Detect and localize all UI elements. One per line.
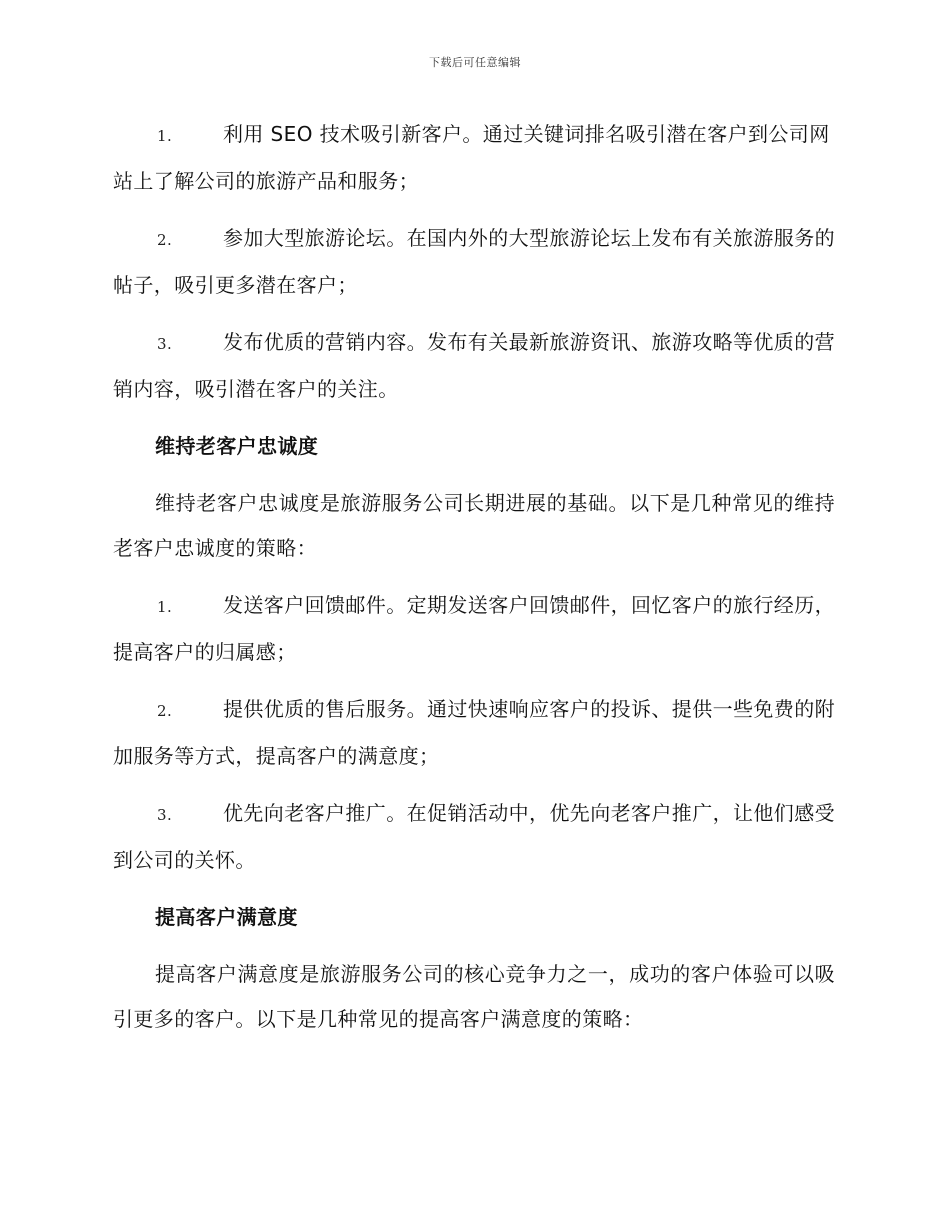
paragraph: 提高客户满意度是旅游服务公司的核心竞争力之一，成功的客户体验可以吸引更多的客户。以下是几种常见的提高客户满意度的策略： bbox=[113, 962, 835, 1031]
list-item-text: 参加大型旅游论坛。在国内外的大型旅游论坛上发布有关旅游服务的帖子，吸引更多潜在客户； bbox=[113, 226, 835, 297]
list-item bbox=[113, 791, 835, 883]
list-number: 1. bbox=[157, 598, 173, 616]
list-item bbox=[113, 112, 835, 204]
document-body bbox=[113, 112, 835, 1054]
list-item-text: 提供优质的售后服务。通过快速响应客户的投诉、提供一些免费的附加服务等方式，提高客户的满意度； bbox=[113, 697, 835, 768]
list-number: 3. bbox=[157, 335, 173, 353]
section-heading: 提高客户满意度 bbox=[155, 905, 298, 929]
list-number: 2. bbox=[157, 702, 173, 720]
list-number: 3. bbox=[157, 806, 173, 824]
list-number: 2. bbox=[157, 231, 173, 249]
list-item-text: 利用 SEO 技术吸引新客户。通过关键词排名吸引潜在客户到公司网站上了解公司的旅游产品和服务； bbox=[113, 122, 830, 193]
list-item bbox=[113, 687, 835, 779]
list-item bbox=[113, 216, 835, 308]
list-item bbox=[113, 583, 835, 675]
page-header: 下载后可任意编辑 bbox=[429, 56, 521, 69]
list-item-text: 发布优质的营销内容。发布有关最新旅游资讯、旅游攻略等优质的营销内容，吸引潜在客户的关注。 bbox=[113, 330, 835, 401]
paragraph: 维持老客户忠诚度是旅游服务公司长期进展的基础。以下是几种常见的维持老客户忠诚度的策略： bbox=[113, 491, 835, 560]
list-number: 1. bbox=[157, 127, 173, 145]
section-heading: 维持老客户忠诚度 bbox=[155, 434, 319, 458]
list-item-text: 优先向老客户推广。在促销活动中，优先向老客户推广，让他们感受到公司的关怀。 bbox=[113, 801, 835, 872]
list-item-text: 发送客户回馈邮件。定期发送客户回馈邮件，回忆客户的旅行经历，提高客户的归属感； bbox=[113, 593, 835, 664]
list-item bbox=[113, 320, 835, 412]
